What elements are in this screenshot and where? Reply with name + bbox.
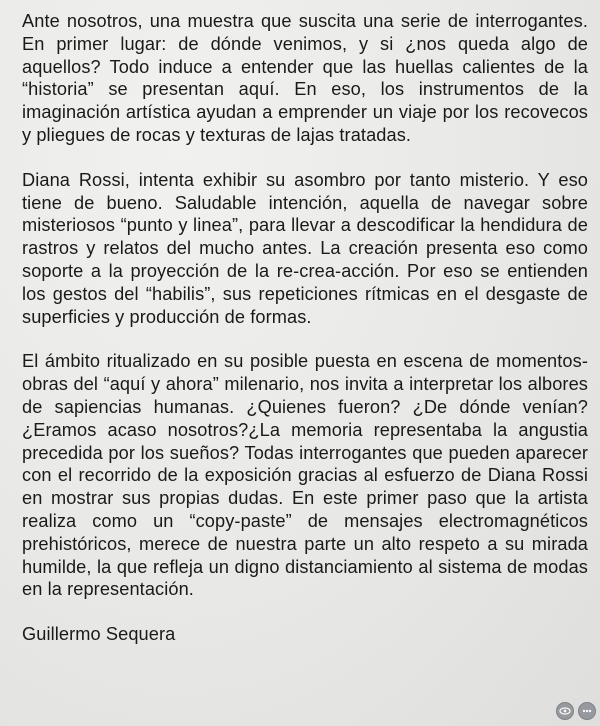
dots-icon	[578, 702, 596, 720]
author-signature: Guillermo Sequera	[22, 624, 176, 645]
paragraph-3: El ámbito ritualizado en su posible puesta en escena de momentos-obras del “aquí y ahora” milenario, nos invita a interpretar los albores de sapiencias humanas. ¿Quienes fueron? ¿De dónde venían? ¿Eramos acaso nosotros?¿La memoria representaba la angustia precedida por los sueños? Todas interrogantes que pueden aparecer con el recorrido de la exposición gracias al esfuerzo de Diana Rossi en mostrar sus propias dudas. En este primer paso que la artista realiza como un “copy-paste” de mensajes electromagnéticos prehistóricos, merece de nuestra parte un alto respeto a su mirada humilde, la que refleja un digno distanciamiento al sistema de modas en la representación.	[22, 351, 588, 600]
eye-icon	[556, 702, 574, 720]
exhibition-text	[22, 10, 588, 646]
paragraph-2: Diana Rossi, intenta exhibir su asombro por tanto misterio. Y eso tiene de bueno. Saludable intención, aquella de navegar sobre misteriosos “punto y linea”, para llevar a descodificar la hendidura de rastros y relatos del mucho antes. La creación presenta eso como soporte a la proyección de la re-crea-acción. Por eso se entienden los gestos del “habilis”, sus repeticiones rítmicas en el desgaste de superficies y producción de formas.	[22, 169, 588, 327]
watermark-badges	[556, 702, 596, 720]
paragraph-1: Ante nosotros, una muestra que suscita una serie de interrogantes. En primer lugar: de dónde venimos, y si ¿nos queda algo de aquellos? Todo induce a entender que las huellas calientes de la “historia” se presentan aquí. En eso, los instrumentos de la imaginación artística ayudan a emprender un viaje por los recovecos y pliegues de rocas y texturas de lajas tratadas.	[22, 11, 588, 145]
